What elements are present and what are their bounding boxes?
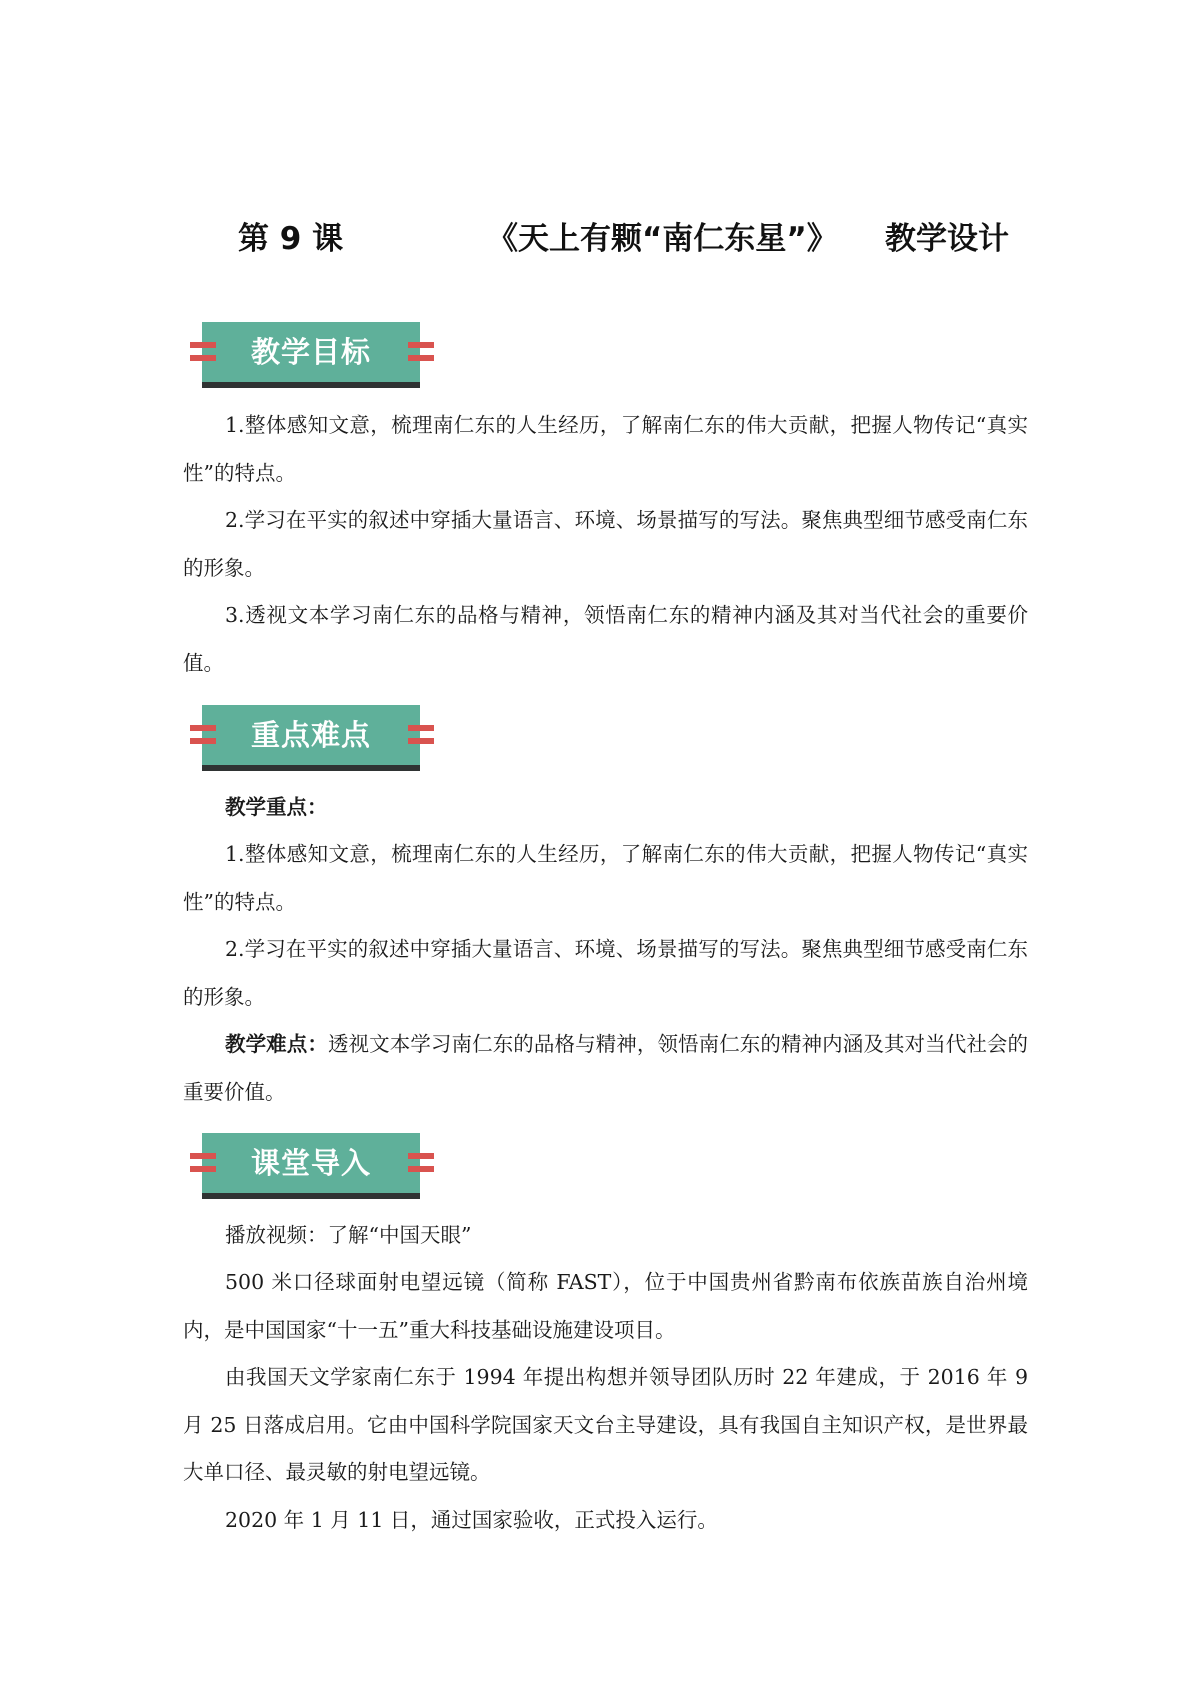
banner-left-stripe-bottom [190, 1166, 216, 1172]
banner-left-stripe-top [190, 725, 216, 731]
intro-paragraph-4: 2020 年 1 月 11 日，通过国家验收，正式投入运行。 [225, 1508, 718, 1532]
focus-label-paragraph [183, 784, 1028, 832]
banner-right-stripe-top [408, 342, 434, 348]
banner-label: 教学目标 [250, 335, 371, 369]
banner-label: 课堂导入 [250, 1146, 371, 1180]
section-banner-intro [186, 1133, 438, 1205]
banner-right-stripe-top [408, 725, 434, 731]
banner-left-stripe-bottom [190, 355, 216, 361]
banner-label: 重点难点 [250, 718, 371, 752]
document-title [0, 214, 1200, 264]
banner-left-stripe-top [190, 1153, 216, 1159]
section-banner-keypoints [186, 705, 438, 777]
goal-item-2: 2.学习在平实的叙述中穿插大量语言、环境、场景描写的写法。聚焦典型细节感受南仁东的形象。 [183, 508, 1028, 580]
banner-right-stripe-bottom [408, 738, 434, 744]
goal-item-1: 1.整体感知文意，梳理南仁东的人生经历，了解南仁东的伟大贡献，把握人物传记“真实性”的特点。 [183, 413, 1028, 485]
goal-item-3: 3.透视文本学习南仁东的品格与精神，领悟南仁东的精神内涵及其对当代社会的重要价值。 [183, 603, 1028, 675]
focus-item-2: 2.学习在平实的叙述中穿插大量语言、环境、场景描写的写法。聚焦典型细节感受南仁东的形象。 [183, 937, 1028, 1009]
focus-item-1: 1.整体感知文意，梳理南仁东的人生经历，了解南仁东的伟大贡献，把握人物传记“真实性”的特点。 [183, 842, 1028, 914]
difficulty-label: 教学难点： [225, 1032, 328, 1056]
banner-left-stripe-bottom [190, 738, 216, 744]
difficulty-text: 透视文本学习南仁东的品格与精神，领悟南仁东的精神内涵及其对当代社会的重要价值。 [183, 1032, 1029, 1104]
banner-left-stripe-top [190, 342, 216, 348]
title-suffix: 教学设计 [885, 221, 1009, 257]
banner-right-stripe-bottom [408, 355, 434, 361]
lesson-name: 《天上有颗“南仁东星”》 [487, 221, 838, 257]
banner-right-stripe-top [408, 1153, 434, 1159]
difficulty-paragraph [183, 1021, 1028, 1116]
focus-label: 教学重点： [225, 795, 328, 819]
lesson-number: 第 9 课 [238, 221, 344, 257]
section-banner-goals [186, 322, 438, 394]
intro-paragraph-3: 由我国天文学家南仁东于 1994 年提出构想并领导团队历时 22 年建成，于 2016 年 9 月 25 日落成启用。它由中国科学院国家天文台主导建设，具有我国自主知识产权，是世界最大单口径、最灵敏的射电望远镜。 [183, 1365, 1028, 1484]
banner-right-stripe-bottom [408, 1166, 434, 1172]
intro-paragraph-2: 500 米口径球面射电望远镜（简称 FAST），位于中国贵州省黔南布依族苗族自治州境内，是中国国家“十一五”重大科技基础设施建设项目。 [183, 1270, 1028, 1342]
intro-paragraph-1: 播放视频：了解“中国天眼” [225, 1223, 472, 1247]
